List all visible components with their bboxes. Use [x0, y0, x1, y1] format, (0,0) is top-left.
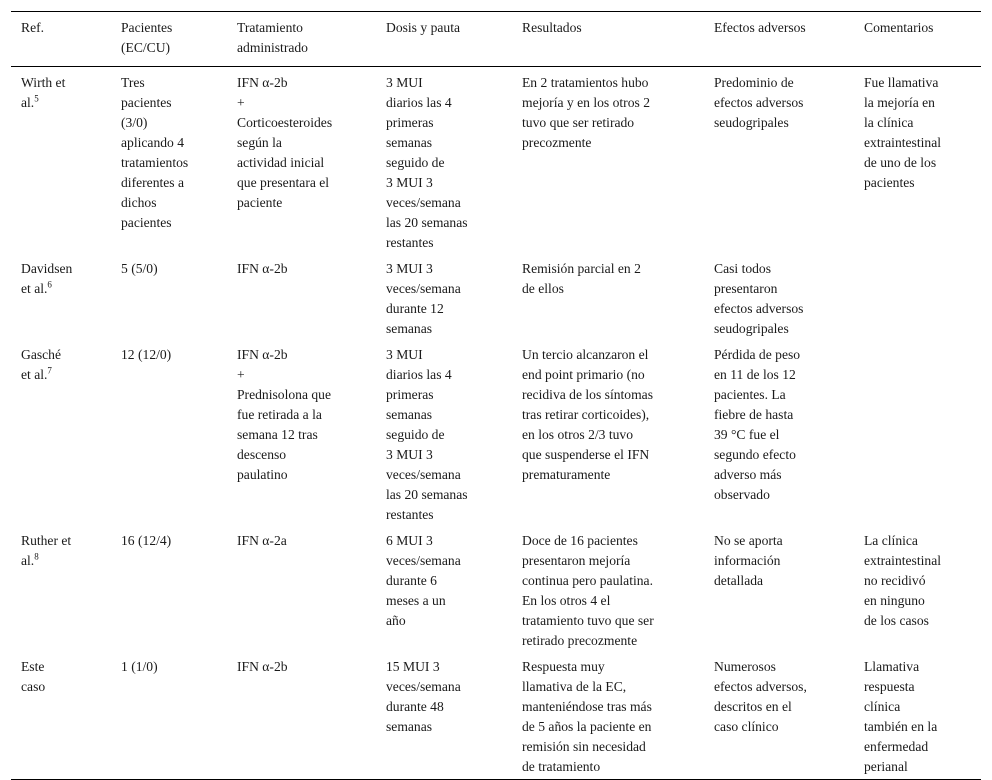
cell-tratamiento: IFN α-2b + Prednisolona que fue retirada a la semana 12 tras descenso paulatino: [237, 347, 332, 482]
cell-pacientes: Tres pacientes (3/0) aplicando 4 tratamientos diferentes a dichos pacientes: [121, 75, 189, 230]
cell-tratamiento: IFN α-2b + Corticoesteroides según la actividad inicial que presentara el paciente: [237, 75, 333, 210]
cell-ref: Davidsen et al.$^6$: [21, 261, 73, 296]
cell-resultados: Un tercio alcanzaron el end point primario (no recidiva de los síntomas tras retirar corticoides), en los otros 2/3 tuvo que suspenderse el IFN prematuramente: [522, 347, 653, 482]
table-row: [11, 67, 981, 256]
header-dosis: Dosis y pauta: [386, 20, 461, 35]
cell-pacientes: 16 (12/4): [121, 533, 172, 548]
reference-superscript: 8: [34, 551, 39, 562]
cell-resultados: Doce de 16 pacientes presentaron mejoría continua pero paulatina. En los otros 4 el tratamiento tuvo que ser retirado precozmente: [522, 533, 654, 648]
cell-dosis: 6 MUI 3 veces/semana durante 6 meses a un año: [386, 533, 461, 628]
header-ref: Ref.: [21, 20, 45, 35]
cell-tratamiento: IFN α-2a: [237, 533, 287, 548]
cell-resultados: Remisión parcial en 2 de ellos: [522, 261, 641, 296]
table-row: [11, 653, 981, 780]
cell-efectos: Casi todos presentaron efectos adversos seudogripales: [714, 261, 804, 336]
cell-ref: Wirth et al.$^5$: [21, 75, 66, 110]
cell-ref: Ruther et al.$^8$: [21, 533, 72, 568]
table-row: [11, 341, 981, 527]
cell-efectos: Pérdida de peso en 11 de los 12 pacientes. La fiebre de hasta 39 °C fue el segundo efecto adverso más observado: [714, 347, 801, 502]
cell-pacientes: 5 (5/0): [121, 261, 158, 276]
header-comentarios: Comentarios: [864, 20, 934, 35]
cell-comentarios: [864, 341, 981, 527]
header-pacientes: Pacientes (EC/CU): [121, 20, 173, 55]
cell-resultados: Respuesta muy llamativa de la EC, manteniéndose tras más de 5 años la paciente en remisión sin necesidad de tratamiento: [522, 659, 652, 774]
cell-efectos: Predominio de efectos adversos seudogripales: [714, 75, 804, 130]
cell-comentarios: La clínica extraintestinal no recidivó en ninguno de los casos: [864, 533, 942, 628]
cell-dosis: 3 MUI diarios las 4 primeras semanas seguido de 3 MUI 3 veces/semana las 20 semanas restantes: [386, 347, 468, 522]
cell-tratamiento: IFN α-2b: [237, 659, 288, 674]
reference-superscript: 7: [47, 365, 52, 376]
table-row: [11, 527, 981, 653]
header-efectos: Efectos adversos: [714, 20, 806, 35]
table-row: [11, 255, 981, 341]
header-tratamiento: Tratamiento administrado: [237, 20, 308, 55]
cell-tratamiento: IFN α-2b: [237, 261, 288, 276]
studies-table: [11, 11, 981, 780]
cell-comentarios: Fue llamativa la mejoría en la clínica extraintestinal de uno de los pacientes: [864, 75, 942, 190]
cell-efectos: No se aporta información detallada: [714, 533, 783, 588]
header-row: [11, 12, 981, 67]
reference-superscript: 5: [34, 93, 39, 104]
reference-superscript: 6: [47, 279, 52, 290]
cell-comentarios: [864, 255, 981, 341]
cell-comentarios: Llamativa respuesta clínica también en la enfermedad perianal: [864, 659, 938, 774]
cell-resultados: En 2 tratamientos hubo mejoría y en los otros 2 tuvo que ser retirado precozmente: [522, 75, 650, 150]
cell-dosis: 3 MUI 3 veces/semana durante 12 semanas: [386, 261, 461, 336]
header-resultados: Resultados: [522, 20, 582, 35]
cell-efectos: Numerosos efectos adversos, descritos en el caso clínico: [714, 659, 807, 734]
table-container: [11, 11, 981, 780]
cell-ref: Este caso: [21, 659, 46, 694]
cell-ref: Gasché et al.$^7$: [21, 347, 62, 382]
cell-dosis: 15 MUI 3 veces/semana durante 48 semanas: [386, 659, 461, 734]
cell-dosis: 3 MUI diarios las 4 primeras semanas seguido de 3 MUI 3 veces/semana las 20 semanas restantes: [386, 75, 468, 250]
cell-pacientes: 12 (12/0): [121, 347, 172, 362]
cell-pacientes: 1 (1/0): [121, 659, 158, 674]
